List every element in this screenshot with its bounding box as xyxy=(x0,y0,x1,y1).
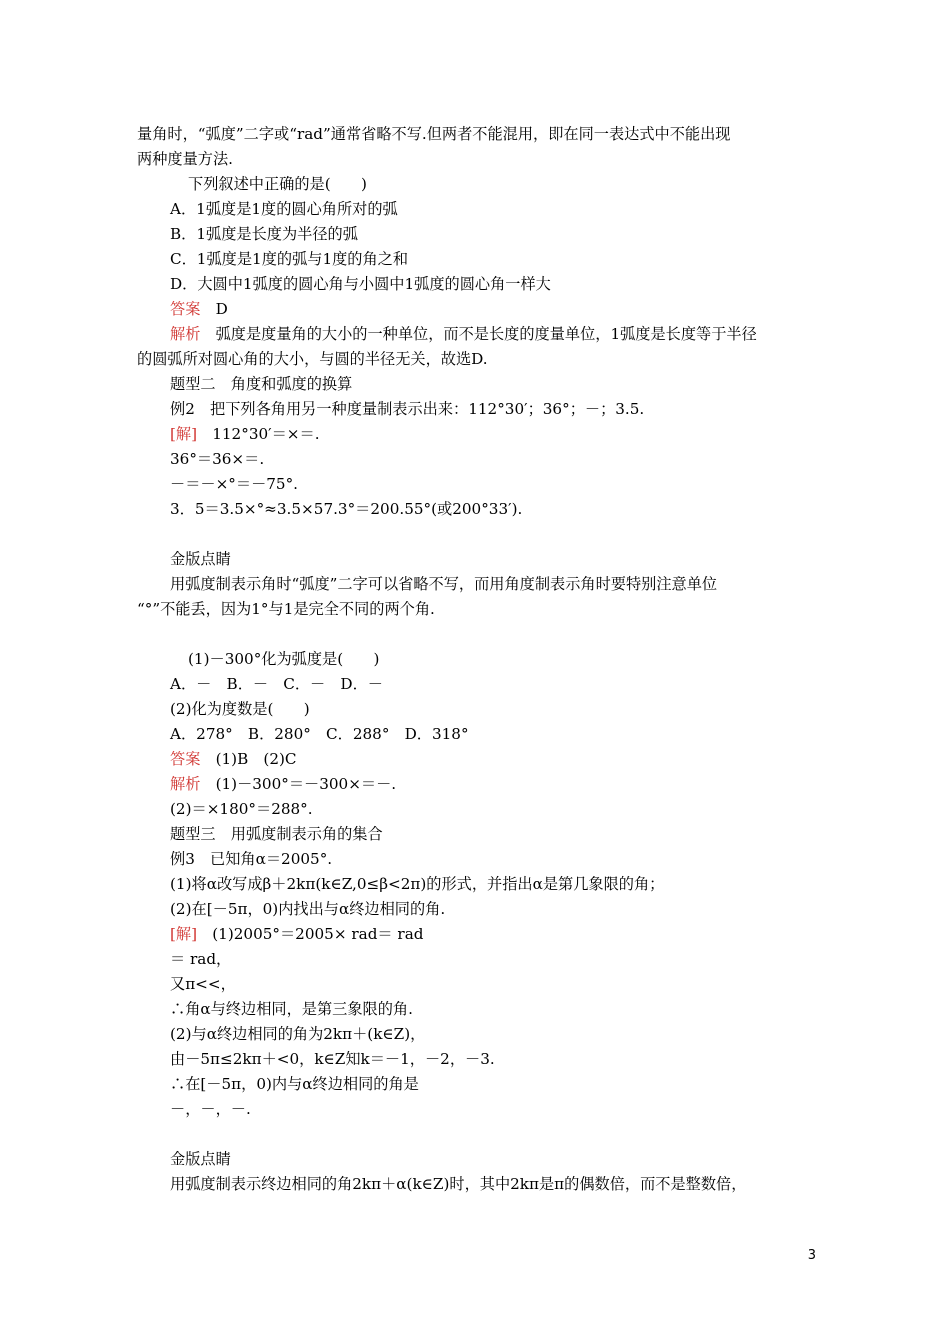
text-line: ＝ rad， xyxy=(170,950,232,968)
solution-label: [解] xyxy=(170,925,198,943)
section-heading: 题型二 角度和弧度的换算 xyxy=(170,375,353,393)
analysis-label: 解析 xyxy=(170,325,201,343)
answer-line xyxy=(170,749,297,769)
option-c: C．1弧度是1度的弧与1度的角之和 xyxy=(170,250,409,268)
text-line: 量角时，“弧度”二字或“rad”通常省略不写.但两者不能混用，即在同一表达式中不能出现 xyxy=(137,125,731,143)
answer-label: 答案 xyxy=(170,300,201,318)
text-line: ∴角α与终边相同，是第三象限的角. xyxy=(170,1000,413,1018)
page-number: 3 xyxy=(807,1248,816,1263)
solution-text: 112°30′＝×＝. xyxy=(197,425,320,443)
tip-heading: 金版点睛 xyxy=(170,1150,231,1168)
text-line: 由－5π≤2kπ＋<0，k∈Z知k＝－1，－2，－3. xyxy=(170,1050,495,1068)
text-line: (2)在[－5π，0)内找出与α终边相同的角. xyxy=(170,900,446,918)
question-stem: (2)化为度数是( ) xyxy=(170,700,310,718)
text-line: 用弧度制表示角时“弧度”二字可以省略不写，而用角度制表示角时要特别注意单位 xyxy=(170,575,718,593)
option-a: A．1弧度是1度的圆心角所对的弧 xyxy=(170,200,398,218)
text-line: 36°＝36×＝. xyxy=(170,450,265,468)
answer-label: 答案 xyxy=(170,750,201,768)
question-stem: (1)－300°化为弧度是( ) xyxy=(188,650,380,668)
analysis-text: (1)－300°＝－300×＝－. xyxy=(200,775,397,793)
text-line: 两种度量方法. xyxy=(137,150,233,168)
solution-line xyxy=(170,424,320,444)
tip-heading: 金版点睛 xyxy=(170,550,231,568)
solution-line xyxy=(170,924,423,944)
options-line: A．278° B．280° C．288° D．318° xyxy=(170,725,469,743)
text-line: 又π<<， xyxy=(170,975,236,993)
text-line: －，－，－. xyxy=(170,1100,251,1118)
analysis-line xyxy=(170,324,757,344)
option-d: D．大圆中1弧度的圆心角与小圆中1弧度的圆心角一样大 xyxy=(170,275,551,293)
answer-line xyxy=(170,299,228,319)
solution-text: (1)2005°＝2005× rad＝ rad xyxy=(197,925,424,943)
text-line: “°”不能丢，因为1°与1是完全不同的两个角. xyxy=(137,600,435,618)
example-heading: 例3 已知角α＝2005°. xyxy=(170,850,333,868)
answer-text: (1)B (2)C xyxy=(200,750,297,768)
question-stem: 下列叙述中正确的是( ) xyxy=(188,175,367,193)
text-line: (2)与α终边相同的角为2kπ＋(k∈Z)， xyxy=(170,1025,426,1043)
option-b: B．1弧度是长度为半径的弧 xyxy=(170,225,358,243)
example-heading: 例2 把下列各角用另一种度量制表示出来：112°30′；36°；－；3.5. xyxy=(170,400,645,418)
analysis-text: 弧度是度量角的大小的一种单位，而不是长度的度量单位，1弧度是长度等于半径 xyxy=(200,325,757,343)
analysis-label: 解析 xyxy=(170,775,201,793)
solution-label: [解] xyxy=(170,425,198,443)
text-line: 用弧度制表示终边相同的角2kπ＋α(k∈Z)时，其中2kπ是π的偶数倍，而不是整数倍， xyxy=(170,1175,747,1193)
text-line: 的圆弧所对圆心角的大小，与圆的半径无关，故选D. xyxy=(137,350,488,368)
options-line: A．－ B．－ C．－ D．－ xyxy=(170,675,383,693)
text-line: (2)＝×180°＝288°. xyxy=(170,800,313,818)
text-line: －＝－×°＝－75°. xyxy=(170,475,299,493)
section-heading: 题型三 用弧度制表示角的集合 xyxy=(170,825,383,843)
analysis-line xyxy=(170,774,396,794)
text-line: 3．5＝3.5×°≈3.5×57.3°＝200.55°(或200°33′). xyxy=(170,500,523,518)
text-line: ∴在[－5π，0)内与α终边相同的角是 xyxy=(170,1075,419,1093)
answer-text: D xyxy=(200,300,228,318)
text-line: (1)将α改写成β＋2kπ(k∈Z,0≤β<2π)的形式，并指出α是第几象限的角； xyxy=(170,875,665,893)
